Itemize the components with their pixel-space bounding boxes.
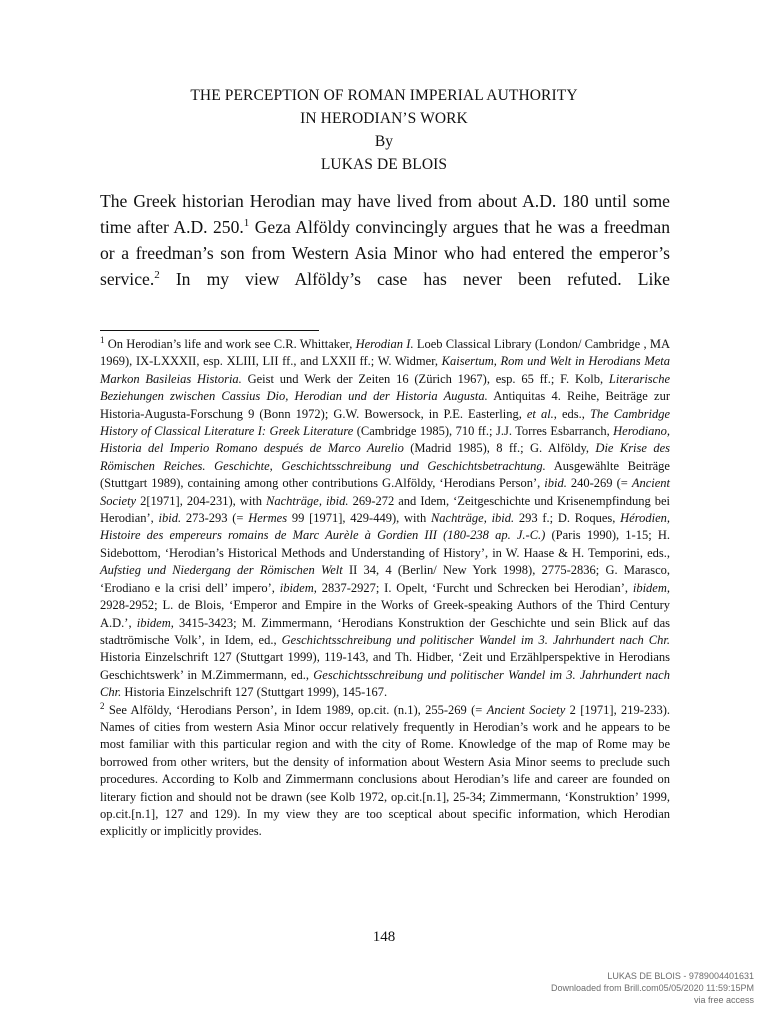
fn1-italic: ibidem, xyxy=(136,615,174,630)
fn1-text: Geist und Werk der Zeiten 16 (Zürich 1967), esp. 65 ff.; F. Kolb, xyxy=(241,371,609,386)
fn1-italic: Geschichtsschreibung und politischer Wandel im 3. Jahrhundert nach Chr. xyxy=(100,667,670,700)
fn1-text: 2[1971], 204-231), with xyxy=(136,493,267,508)
fn1-italic: Herodian I. xyxy=(355,337,414,351)
body-paragraph xyxy=(100,188,670,292)
footnote-separator xyxy=(100,330,319,331)
fn1-text: , eds., xyxy=(553,406,590,421)
fn1-italic: Nachträge, ibid. xyxy=(430,511,515,526)
fn1-text: 2928-2952; L. de Blois, ‘Emperor and Empire in the Works of Greek-speaking Authors of the Third Century A.D.’, xyxy=(100,598,670,630)
fn1-text: 273-293 (= xyxy=(181,511,249,526)
footnote-2-number: 2 xyxy=(100,700,105,711)
fn1-italic: Aufstieg und Niedergang der Römischen Welt xyxy=(100,563,343,578)
watermark-line-2: Downloaded from Brill.com05/05/2020 11:59:15PM xyxy=(551,983,754,993)
watermark-line-1: LUKAS DE BLOIS - 9789004401631 xyxy=(607,971,754,981)
body-text-part-2: Geza Alföldy convincingly argues that he was a freedman or a freedman’s son from Western Asia Minor who had entered the emperor’s service. xyxy=(100,217,670,289)
fn1-italic: Literarische Beziehungen zwischen Cassius Dio, Herodian und der Historia Augusta. xyxy=(100,371,670,404)
body-text-part-3: In my view Alföldy’s case has never been refuted. Like xyxy=(159,269,670,289)
fn2-text: 2 [1971], 219-233). Names of cities from western Asia Minor occur relatively frequently in Herodian’s work and he appears to be most familiar with this particular region and with the city of Rome. Knowledge of the map of Rome may be borrowed from other writers, but the density of information about Western Asia Minor seems to preclude such procedures. According to Kolb and Zimmermann conclusions about Herodian’s life and career are founded on literary fiction and should not be drawn (see Kolb 1972, op.cit.[n.1], 25-34; Zimmermann, ‘Konstruktion’ 1999, op.cit.[n.1], 127 and 129). In my view they are too sceptical about specific information, which Herodian explicitly or implicitly provides. xyxy=(100,702,670,839)
fn1-text: Historia Einzelschrift 127 (Stuttgart 1999), 119-143, and Th. Hidber, ‘Zeit und Erzählperspektive in Herodians Geschichtswerk’ in M.Zimmermann, ed., xyxy=(100,650,670,682)
fn1-text: 3415-3423; M. Zimmermann, ‘Herodians Konstruktion der Geschichte und sein Blick auf das stadtrömische Volk’, in Idem, ed., xyxy=(100,615,670,647)
fn1-italic: ibidem, xyxy=(632,580,671,595)
footnotes xyxy=(100,336,670,841)
fn1-italic: Geschichtsschreibung und politischer Wandel im 3. Jahrhundert nach Chr. xyxy=(281,632,670,647)
footnote-2 xyxy=(100,702,670,841)
fn1-text: Loeb Classical Library (London/ Cambridge , MA 1969), IX-LXXXII, esp. XLIII, LII ff., and LXXII ff.; W. Widmer, xyxy=(100,337,670,369)
fn1-italic: Nachträge, ibid. xyxy=(266,493,349,508)
fn1-text: Historia Einzelschrift 127 (Stuttgart 1999), 145-167. xyxy=(121,685,388,700)
fn1-text: 99 [1971], 429-449), with xyxy=(287,511,431,526)
fn1-text: 269-272 and Idem, ‘Zeitgeschichte und Krisenempfindung bei Herodian’, xyxy=(100,493,671,526)
page-number: 148 xyxy=(372,929,396,945)
fn1-text: (Cambridge 1985), 710 ff.; J.J. Torres Esbarranch, xyxy=(353,424,614,439)
fn1-italic: The Cambridge History of Classical Literature I: Greek Literature xyxy=(100,406,670,439)
fn1-italic: Kaisertum, Rom und Welt in Herodians Meta Markon Basileias Historia. xyxy=(100,354,670,386)
fn1-italic: ibidem, xyxy=(279,580,317,595)
fn1-text: Ausgewählte Beiträge (Stuttgart 1989), containing among other contributions G.Alföldy, ‘Herodians Person’, xyxy=(100,458,670,491)
footnote-1-number: 1 xyxy=(100,334,105,345)
body-text-part-1: The Greek historian Herodian may have lived from about A.D. 180 until some time after A.D. 250. xyxy=(100,191,670,237)
fn1-italic: Ancient Society xyxy=(100,476,670,508)
watermark-line-3: via free access xyxy=(693,995,754,1005)
fn1-text: (Paris 1990), 1-15; H. Sidebottom, ‘Herodian’s Historical Methods and Understanding of History’, in W. Haase & H. Temporini, eds., xyxy=(100,528,670,560)
title-block xyxy=(0,84,768,176)
fn1-italic: Herodiano, Historia del Imperio Romano después de Marco Aurelio xyxy=(100,424,670,456)
fn2-italic: Ancient Society xyxy=(486,702,566,717)
fn1-italic: ibid. xyxy=(544,476,567,491)
fn1-text: 293 f.; D. Roques, xyxy=(514,511,621,526)
fn1-italic: Hermes xyxy=(248,511,288,526)
fn1-text: (Madrid 1985), 8 ff.; G. Alföldy, xyxy=(403,441,596,456)
download-watermark xyxy=(551,970,754,1006)
fn1-text: On Herodian’s life and work see C.R. Whittaker, xyxy=(104,337,356,351)
footnote-ref-1[interactable]: 1 xyxy=(243,217,250,230)
fn1-italic: et al. xyxy=(526,406,554,421)
footnote-1 xyxy=(100,336,670,702)
fn1-text: 2837-2927; I. Opelt, ‘Furcht und Schrecken bei Herodian’, xyxy=(316,580,633,595)
fn1-text: 240-269 (= xyxy=(566,476,632,491)
title-line-1: THE PERCEPTION OF ROMAN IMPERIAL AUTHORITY xyxy=(190,87,578,104)
by-line: By xyxy=(374,133,394,150)
author-name: LUKAS DE BLOIS xyxy=(320,156,448,173)
fn1-italic: Die Krise des Römischen Reiches. Geschichte, Geschichtsschreibung und Geschichtsbetrachtung. xyxy=(100,441,670,473)
title-line-2: IN HERODIAN’S WORK xyxy=(300,110,468,127)
fn1-text: II 34, 4 (Berlin/ New York 1998), 2775-2836; G. Marasco, ‘Erodiano e la crisi dell’ impero’, xyxy=(100,563,670,595)
footnote-ref-2[interactable]: 2 xyxy=(154,269,160,282)
fn2-text: See Alföldy, ‘Herodians Person’, in Idem 1989, op.cit. (n.1), 255-269 (= xyxy=(104,702,487,717)
fn1-italic: ibid. xyxy=(158,511,182,526)
fn1-italic: Hérodien, Histoire des empereurs romains de Marc Aurèle à Gordien III (180-238 ap. J.-C.) xyxy=(100,511,671,543)
fn1-text: Antiquitas 4. Reihe, Beiträge zur Historia-Augusta-Forschung 9 (Bonn 1972); G.W. Bowersock, in P.E. Easterling, xyxy=(100,389,670,421)
